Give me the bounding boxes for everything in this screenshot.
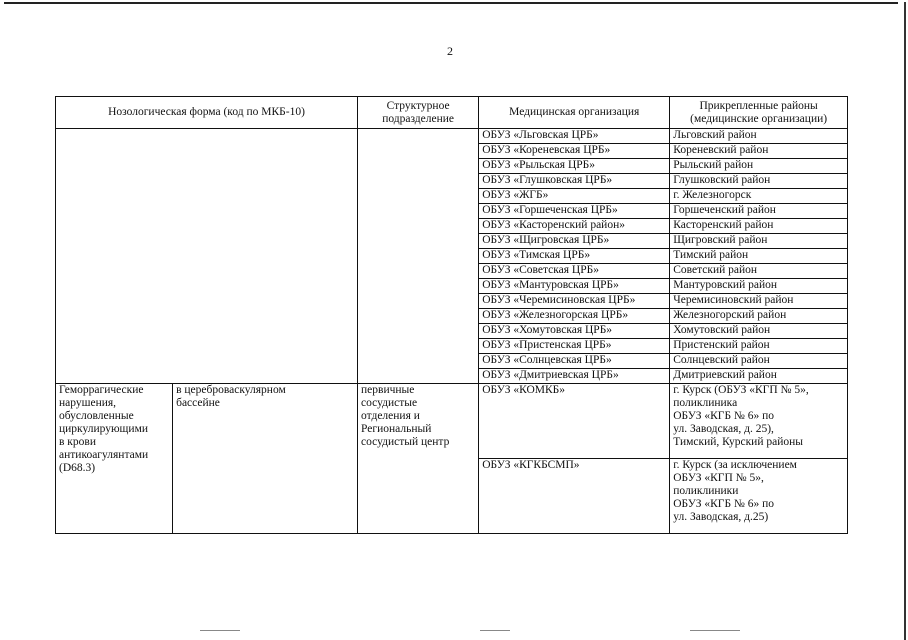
district-cell: Дмитриевский район — [670, 369, 848, 384]
district-cell: Черемисиновский район — [670, 294, 848, 309]
org-cell: ОБУЗ «Тимская ЦРБ» — [479, 249, 670, 264]
org-cell: ОБУЗ «Щигровская ЦРБ» — [479, 234, 670, 249]
district-cell: Советский район — [670, 264, 848, 279]
district-cell: Касторенский район — [670, 219, 848, 234]
district-cell: Щигровский район — [670, 234, 848, 249]
hemorrhagic-nosology-cell: Геморрагические нарушения, обусловленные циркулирующими в крови антикоагулянтами (D68.3) — [56, 384, 173, 534]
district-cell: Железногорский район — [670, 309, 848, 324]
hemorrhagic-location-cell: в цереброваскулярном бассейне — [173, 384, 358, 534]
org-cell: ОБУЗ «Мантуровская ЦРБ» — [479, 279, 670, 294]
org-cell: ОБУЗ «Дмитриевская ЦРБ» — [479, 369, 670, 384]
org-cell: ОБУЗ «Советская ЦРБ» — [479, 264, 670, 279]
org-cell-komkb: ОБУЗ «КОМКБ» — [479, 384, 670, 459]
referral-table — [55, 96, 848, 534]
header-org: Медицинская организация — [479, 97, 670, 129]
district-cell-kgkbsmp: г. Курск (за исключением ОБУЗ «КГП № 5», поликлиники ОБУЗ «КГБ № 6» по ул. Заводская, д.25) — [670, 459, 848, 534]
org-cell: ОБУЗ «Пристенская ЦРБ» — [479, 339, 670, 354]
scan-border-right — [904, 2, 906, 640]
org-cell: ОБУЗ «ЖГБ» — [479, 189, 670, 204]
district-cell: Пристенский район — [670, 339, 848, 354]
scan-border-top — [4, 2, 898, 4]
table-row-hemorrhagic-1 — [56, 384, 848, 459]
page-number: 2 — [447, 44, 453, 58]
district-cell: Горшеченский район — [670, 204, 848, 219]
district-cell: Тимский район — [670, 249, 848, 264]
district-cell: Кореневский район — [670, 144, 848, 159]
org-cell: ОБУЗ «Хомутовская ЦРБ» — [479, 324, 670, 339]
table-header-row — [56, 97, 848, 129]
org-cell: ОБУЗ «Горшеченская ЦРБ» — [479, 204, 670, 219]
district-cell: Льговский район — [670, 129, 848, 144]
header-districts: Прикрепленные районы (медицинские организации) — [670, 97, 848, 129]
hemorrhagic-unit-cell: первичные сосудистые отделения и Региональный сосудистый центр — [358, 384, 479, 534]
org-cell: ОБУЗ «Кореневская ЦРБ» — [479, 144, 670, 159]
org-cell: ОБУЗ «Рыльская ЦРБ» — [479, 159, 670, 174]
district-cell-komkb: г. Курск (ОБУЗ «КГП № 5», поликлиника ОБУЗ «КГБ № 6» по ул. Заводская, д. 25), Тимский, Курский районы — [670, 384, 848, 459]
district-cell: Хомутовский район — [670, 324, 848, 339]
header-nosology: Нозологическая форма (код по МКБ-10) — [56, 97, 358, 129]
nosology-cell-empty — [56, 129, 358, 384]
district-cell: г. Железногорск — [670, 189, 848, 204]
district-cell: Солнцевский район — [670, 354, 848, 369]
district-cell: Рыльский район — [670, 159, 848, 174]
org-cell: ОБУЗ «Солнцевская ЦРБ» — [479, 354, 670, 369]
org-cell: ОБУЗ «Касторенский район» — [479, 219, 670, 234]
district-cell: Глушковский район — [670, 174, 848, 189]
table-row — [56, 129, 848, 144]
org-cell: ОБУЗ «Глушковская ЦРБ» — [479, 174, 670, 189]
unit-cell-empty — [358, 129, 479, 384]
org-cell: ОБУЗ «Железногорская ЦРБ» — [479, 309, 670, 324]
org-cell-kgkbsmp: ОБУЗ «КГКБСМП» — [479, 459, 670, 534]
header-unit: Структурное подразделение — [358, 97, 479, 129]
district-cell: Мантуровский район — [670, 279, 848, 294]
org-cell: ОБУЗ «Льговская ЦРБ» — [479, 129, 670, 144]
org-cell: ОБУЗ «Черемисиновская ЦРБ» — [479, 294, 670, 309]
scan-bottom-dashes — [0, 630, 908, 631]
